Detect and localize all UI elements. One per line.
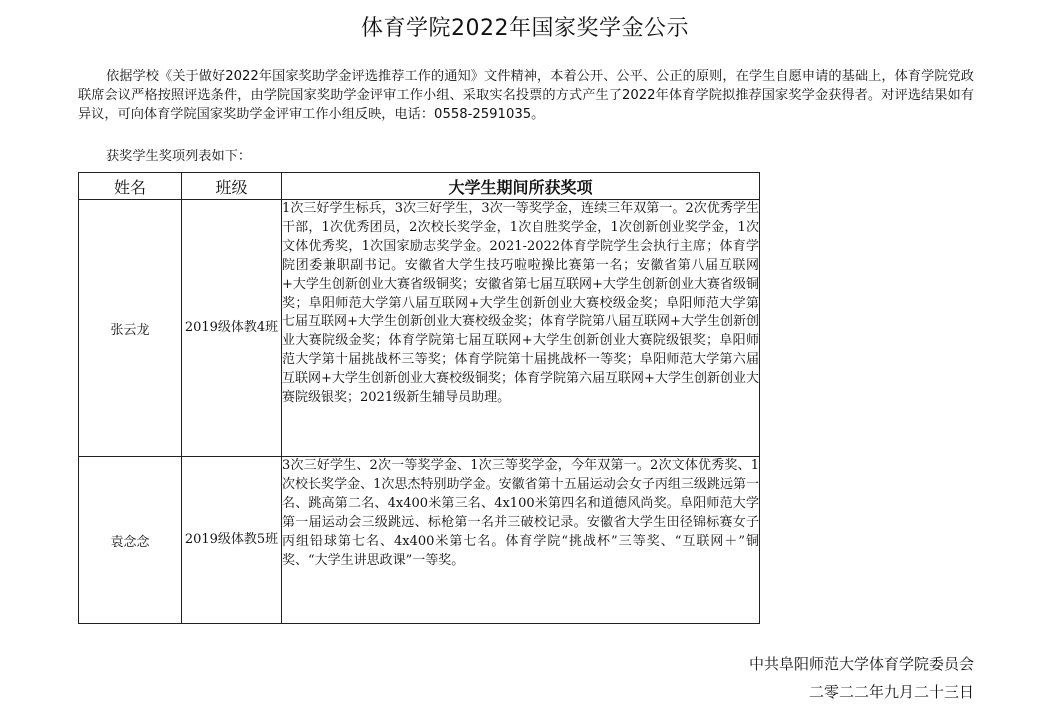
- table-row: [79, 457, 760, 624]
- student-class: 2019级体教5班: [182, 457, 282, 624]
- list-caption: 获奖学生奖项列表如下：: [106, 149, 252, 164]
- footer-organization: 中共阜阳师范大学体育学院委员会: [748, 655, 974, 673]
- page-title: 体育学院2022年国家奖学金公示: [361, 16, 689, 41]
- table-row: [79, 200, 760, 457]
- header-class: 班级: [182, 173, 282, 200]
- student-name: 张云龙: [79, 200, 182, 457]
- student-name: 袁念念: [79, 457, 182, 624]
- intro-paragraph: 依据学校《关于做好2022年国家奖助学金评选推荐工作的通知》文件精神，本着公开、公平、公正的原则，在学生自愿申请的基础上，体育学院党政联席会议严格按照评选条件，由学院国家奖助学金评审工作小组、采取实名投票的方式产生了2022年体育学院拟推荐国家奖学金获得者。对评选结果如有异议，可向体育学院国家奖助学金评审工作小组反映，电话：0558-2591035。: [78, 69, 974, 122]
- student-awards: 1次三好学生标兵，3次三好学生，3次一等奖学金，连续三年双第一。2次优秀学生干部，1次优秀团员，2次校长奖学金，1次自胜奖学金，1次创新创业奖学金，1次文体优秀奖，1次国家励志奖学金。2021-2022体育学院学生会执行主席；体育学院团委兼职副书记。安徽省大学生技巧啦啦操比赛第一名；安徽省第八届互联网+大学生创新创业大赛省级铜奖；安徽省第七届互联网+大学生创新创业大赛省级铜奖；阜阳师范大学第八届互联网+大学生创新创业大赛校级金奖；阜阳师范大学第七届互联网+大学生创新创业大赛校级金奖；体育学院第八届互联网+大学生创新创业大赛院级金奖；体育学院第七届互联网+大学生创新创业大赛院级银奖；阜阳师范大学第十届挑战杯三等奖；体育学院第十届挑战杯一等奖；阜阳师范大学第六届互联网+大学生创新创业大赛校级铜奖；体育学院第六届互联网+大学生创新创业大赛院级银奖；2021级新生辅导员助理。: [282, 200, 760, 457]
- footer-date: 二零二二年九月二十三日: [808, 683, 974, 701]
- student-class: 2019级体教4班: [182, 200, 282, 457]
- header-awards: 大学生期间所获奖项: [282, 173, 760, 200]
- awards-table: [78, 172, 760, 624]
- student-awards: 3次三好学生、2次一等奖学金、1次三等奖学金，今年双第一。2次文体优秀奖、1次校长奖学金、1次思杰特别助学金。安徽省第十五届运动会女子丙组三级跳远第一名、跳高第二名、4x400米第三名、4x100米第四名和道德风尚奖。阜阳师范大学第一届运动会三级跳远、标枪第一名并三破校记录。安徽省大学生田径锦标赛女子丙组铅球第七名、4x400米第七名。体育学院“挑战杯”三等奖、“互联网＋”铜奖、“大学生讲思政课”一等奖。: [282, 457, 760, 624]
- header-name: 姓名: [79, 173, 182, 200]
- table-header-row: [79, 173, 760, 200]
